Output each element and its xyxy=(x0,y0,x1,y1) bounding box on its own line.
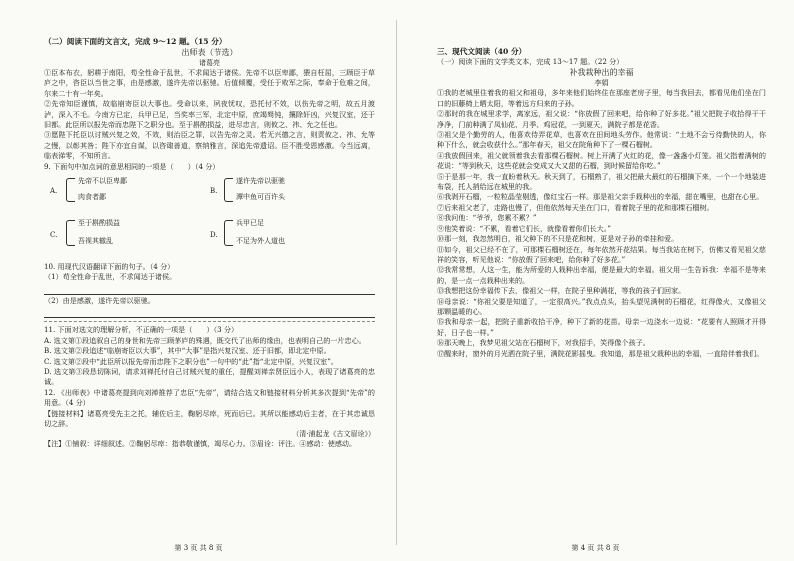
answer-line[interactable] xyxy=(44,284,375,295)
paragraph-10: ⑩那一刻，我忽然明白，祖父种下的不只是花和树，更是对子孙的牵挂和爱。 xyxy=(437,234,679,244)
paragraph-7: ⑦后来祖父老了，走路也慢了，但他依然每天坐在门口，看着院子里的花和那棵石榴树。 xyxy=(437,202,714,212)
paragraph-1: ①我的老城里住着我的祖父和祖母，多年来他们始终住在那座老房子里，每当我回去，都看见他们坐在门口的旧藤椅上晒太阳，等着远方归来的子孙。 xyxy=(437,88,766,108)
option-d-letter: D. xyxy=(210,231,218,240)
option-a-top: 先帝不以臣卑鄙 xyxy=(78,177,127,186)
page-footer: 第 4 页 共 8 页 xyxy=(571,544,620,552)
paragraph-6: ⑥我剥开石榴，一粒粒晶莹剔透，像红宝石一样。那是祖父亲手栽种出的幸福，甜在嘴里，也甜在心里。 xyxy=(437,192,764,202)
option-b-bottom: 潭中鱼可百许头 xyxy=(236,193,285,202)
option-d-bottom: 不足为外人道也 xyxy=(236,237,285,246)
question-9-options xyxy=(44,174,375,260)
option-d-top: 兵甲已足 xyxy=(236,219,264,228)
option-b-letter: B. xyxy=(210,187,218,196)
paragraph-3: ③祖父是个勤劳的人，他喜欢侍弄花草，也喜欢在田间地头劳作。他常说：“土地不会亏待勤快的人，你种下什么，就会收获什么。”那年春天，祖父在院角种下了一棵石榴树。 xyxy=(437,130,766,150)
paragraph-3: ③愿陛下托臣以讨贼兴复之效，不效，则治臣之罪，以告先帝之灵。若无兴德之言，则责攸之、祎、允等之慢，以彰其咎；陛下亦宜自谋，以咨诹善道，察纳雅言，深追先帝遗诏。臣不胜受恩感激。今当远离，临表涕零，不知所言。 xyxy=(44,130,375,161)
option-d-brace xyxy=(224,220,233,246)
option-a-brace xyxy=(66,178,75,202)
passage-author: 李娟 xyxy=(594,79,609,88)
passage-title: 出师表（节选） xyxy=(181,48,238,57)
page-footer: 第 3 页 共 8 页 xyxy=(174,544,223,552)
paragraph-8: ⑧我问他：“爷爷，您累不累？” xyxy=(437,213,537,223)
paragraph-2: ②先帝知臣谨慎，故临崩寄臣以大事也。受命以来，夙夜忧叹，恐托付不效，以伤先帝之明，故五月渡泸，深入不毛。今南方已定，兵甲已足，当奖率三军，北定中原，庶竭驽钝，攘除奸凶，兴复汉室，还于旧都。此臣所以报先帝而忠陛下之职分也。至于斟酌损益，进尽忠言，则攸之、祎、允之任也。 xyxy=(44,99,375,130)
option-c-bottom: 吾视其辙乱 xyxy=(78,237,113,246)
question-11-option-b: B. 选文第②段追述“临崩寄臣以大事”，其中“大事”是指兴复汉室、还于旧都，即北定中原。 xyxy=(44,346,331,356)
section-heading-modern: 三、现代文阅读（40 分） xyxy=(437,47,527,56)
passage-title: 补我栽种出的幸福 xyxy=(569,68,634,78)
question-10-1: （1）苟全性命于乱世，不求闻达于诸侯。 xyxy=(44,272,177,282)
question-11-option-d: D. 选文第③段恳切陈词，请求刘禅托付自己讨贼兴复的重任，提醒刘禅亲贤臣远小人，表现了诸葛亮的忠诚。 xyxy=(44,366,375,387)
question-10-2: （2）由是感激，遂许先帝以驱驰。 xyxy=(44,295,155,305)
option-c-letter: C. xyxy=(50,231,58,240)
question-9: 9. 下面句中加点词的意思相同的一项是（ ）（4 分） xyxy=(44,161,220,171)
question-11-option-c: C. 选文第②段中“此臣所以报先帝而忠陛下之职分也”一句中的“此”指“北定中原，兴复汉室”。 xyxy=(44,356,338,366)
option-a-bottom: 肉食者鄙 xyxy=(78,193,106,202)
sub-heading: （一）阅读下面的文学类文本，完成 13～17 题。（22 分） xyxy=(437,57,624,66)
paragraph-2: ②那时的我在城里求学，离家远，祖父说：“你放假了回来吧，给你种了好多花。”祖父把院子收拾得干干净净，门前种满了凤仙花、月季、鸡冠花，一到夏天，满院子都是花香。 xyxy=(437,109,766,129)
divider xyxy=(44,321,375,322)
paragraph-13: ⑬我想把这份幸福传下去，像祖父一样，在院子里种满花，等我的孩子们回家。 xyxy=(437,286,686,296)
option-b-top: 遂许先帝以驱驰 xyxy=(236,177,285,186)
footnotes: 【注】①铺叙：详细叙述。②鞠躬尽瘁：指恭敬谨慎，竭尽心力。③眉诠：评注。④感动：使感动。 xyxy=(44,439,357,449)
paragraph-4: ④我放假回来，祖父就领着我去看那棵石榴树。树上开满了火红的花，像一盏盏小灯笼。祖父指着满树的花说：“等到秋天，这些花就会变成又大又甜的石榴，到时候留给你吃。” xyxy=(437,150,766,171)
paragraph-12: ⑫我常常想，人这一生，能为所爱的人栽种出幸福，便是最大的幸福。祖父用一生告诉我：幸福不是等来的，是一点一点栽种出来的。 xyxy=(437,265,766,285)
paragraph-17: ⑰醒来时，窗外的月光洒在院子里，满院花影摇曳。我知道，那是祖父栽种出的幸福，一直陪伴着我们。 xyxy=(437,348,764,358)
link-material xyxy=(44,409,375,430)
paragraph-16: ⑯那天晚上，我梦见祖父站在石榴树下，对我招手，笑得像个孩子。 xyxy=(437,338,650,348)
passage-author: 诸葛亮 xyxy=(199,59,220,67)
passage-body xyxy=(437,88,766,359)
question-11-option-a: A. 选文第①段追叙自己的身世和先帝三顾茅庐的殊遇，既交代了出师的缘由，也表明自己的一片忠心。 xyxy=(44,335,366,345)
section-heading-classical: （二）阅读下面的文言文，完成 9～12 题。（15 分） xyxy=(44,37,227,46)
question-10: 10. 用现代汉语翻译下面的句子。（4 分） xyxy=(44,262,175,272)
paragraph-15: ⑮我和母亲一起，把院子重新收拾干净，种下了新的花苗。母亲一边浇水一边说：“花要有人照顾才开得好，日子也一样。” xyxy=(437,317,766,337)
link-material-label: 【链接材料】 xyxy=(44,408,88,418)
link-source: （清·浦起龙《古文眉诠》） xyxy=(292,430,375,439)
answer-line[interactable] xyxy=(44,307,375,318)
option-b-brace xyxy=(224,178,233,202)
paragraph-14: ⑭母亲说：“你祖父要是知道了，一定很高兴。”我点点头，抬头望见满树的石榴花，红得像火，又像祖父那颗温暖的心。 xyxy=(437,296,766,316)
paragraph-11: ⑪如今，祖父已经不在了，可那棵石榴树还在，每年依然开花结果。每当我站在树下，仿佛又看见祖父慈祥的笑容，听见他说：“你放假了回来吧，给你种了好多花。” xyxy=(437,244,766,264)
paragraph-9: ⑨他笑着说：“不累，看着它们长，就像看着你们长大。” xyxy=(437,223,611,233)
question-11: 11. 下面对选文的理解分析，不正确的一项是（ ）（3 分） xyxy=(44,325,239,335)
link-material-text: 诸葛亮受先主之托，辅佐后主，鞠躬尽瘁，死而后已。其所以能感动后主者，在于其忠诚恳切之辞。 xyxy=(44,408,375,428)
option-c-top: 至于斟酌损益 xyxy=(78,219,120,228)
question-12: 12. 《出师表》中诸葛亮提到向刘禅推荐了忠臣“先帝”，请结合选文和链接材料分析其多次提到“先帝”的用意。（4 分） xyxy=(44,387,375,408)
paragraph-1: ①臣本布衣，躬耕于南阳，苟全性命于乱世，不求闻达于诸侯。先帝不以臣卑鄙，猥自枉屈，三顾臣于草庐之中，咨臣以当世之事，由是感激，遂许先帝以驱驰。后值倾覆，受任于败军之际，奉命于危难之间，尔来二十有一年矣。 xyxy=(44,68,375,98)
option-a-letter: A. xyxy=(50,187,58,196)
paragraph-5: ⑤于是那一年，我一直盼着秋天。秋天到了，石榴熟了，祖父把最大最红的石榴摘下来，一个一个地装进布袋，托人捎给远在城里的我。 xyxy=(437,171,766,192)
right-page xyxy=(397,0,794,561)
option-c-brace xyxy=(66,220,75,246)
